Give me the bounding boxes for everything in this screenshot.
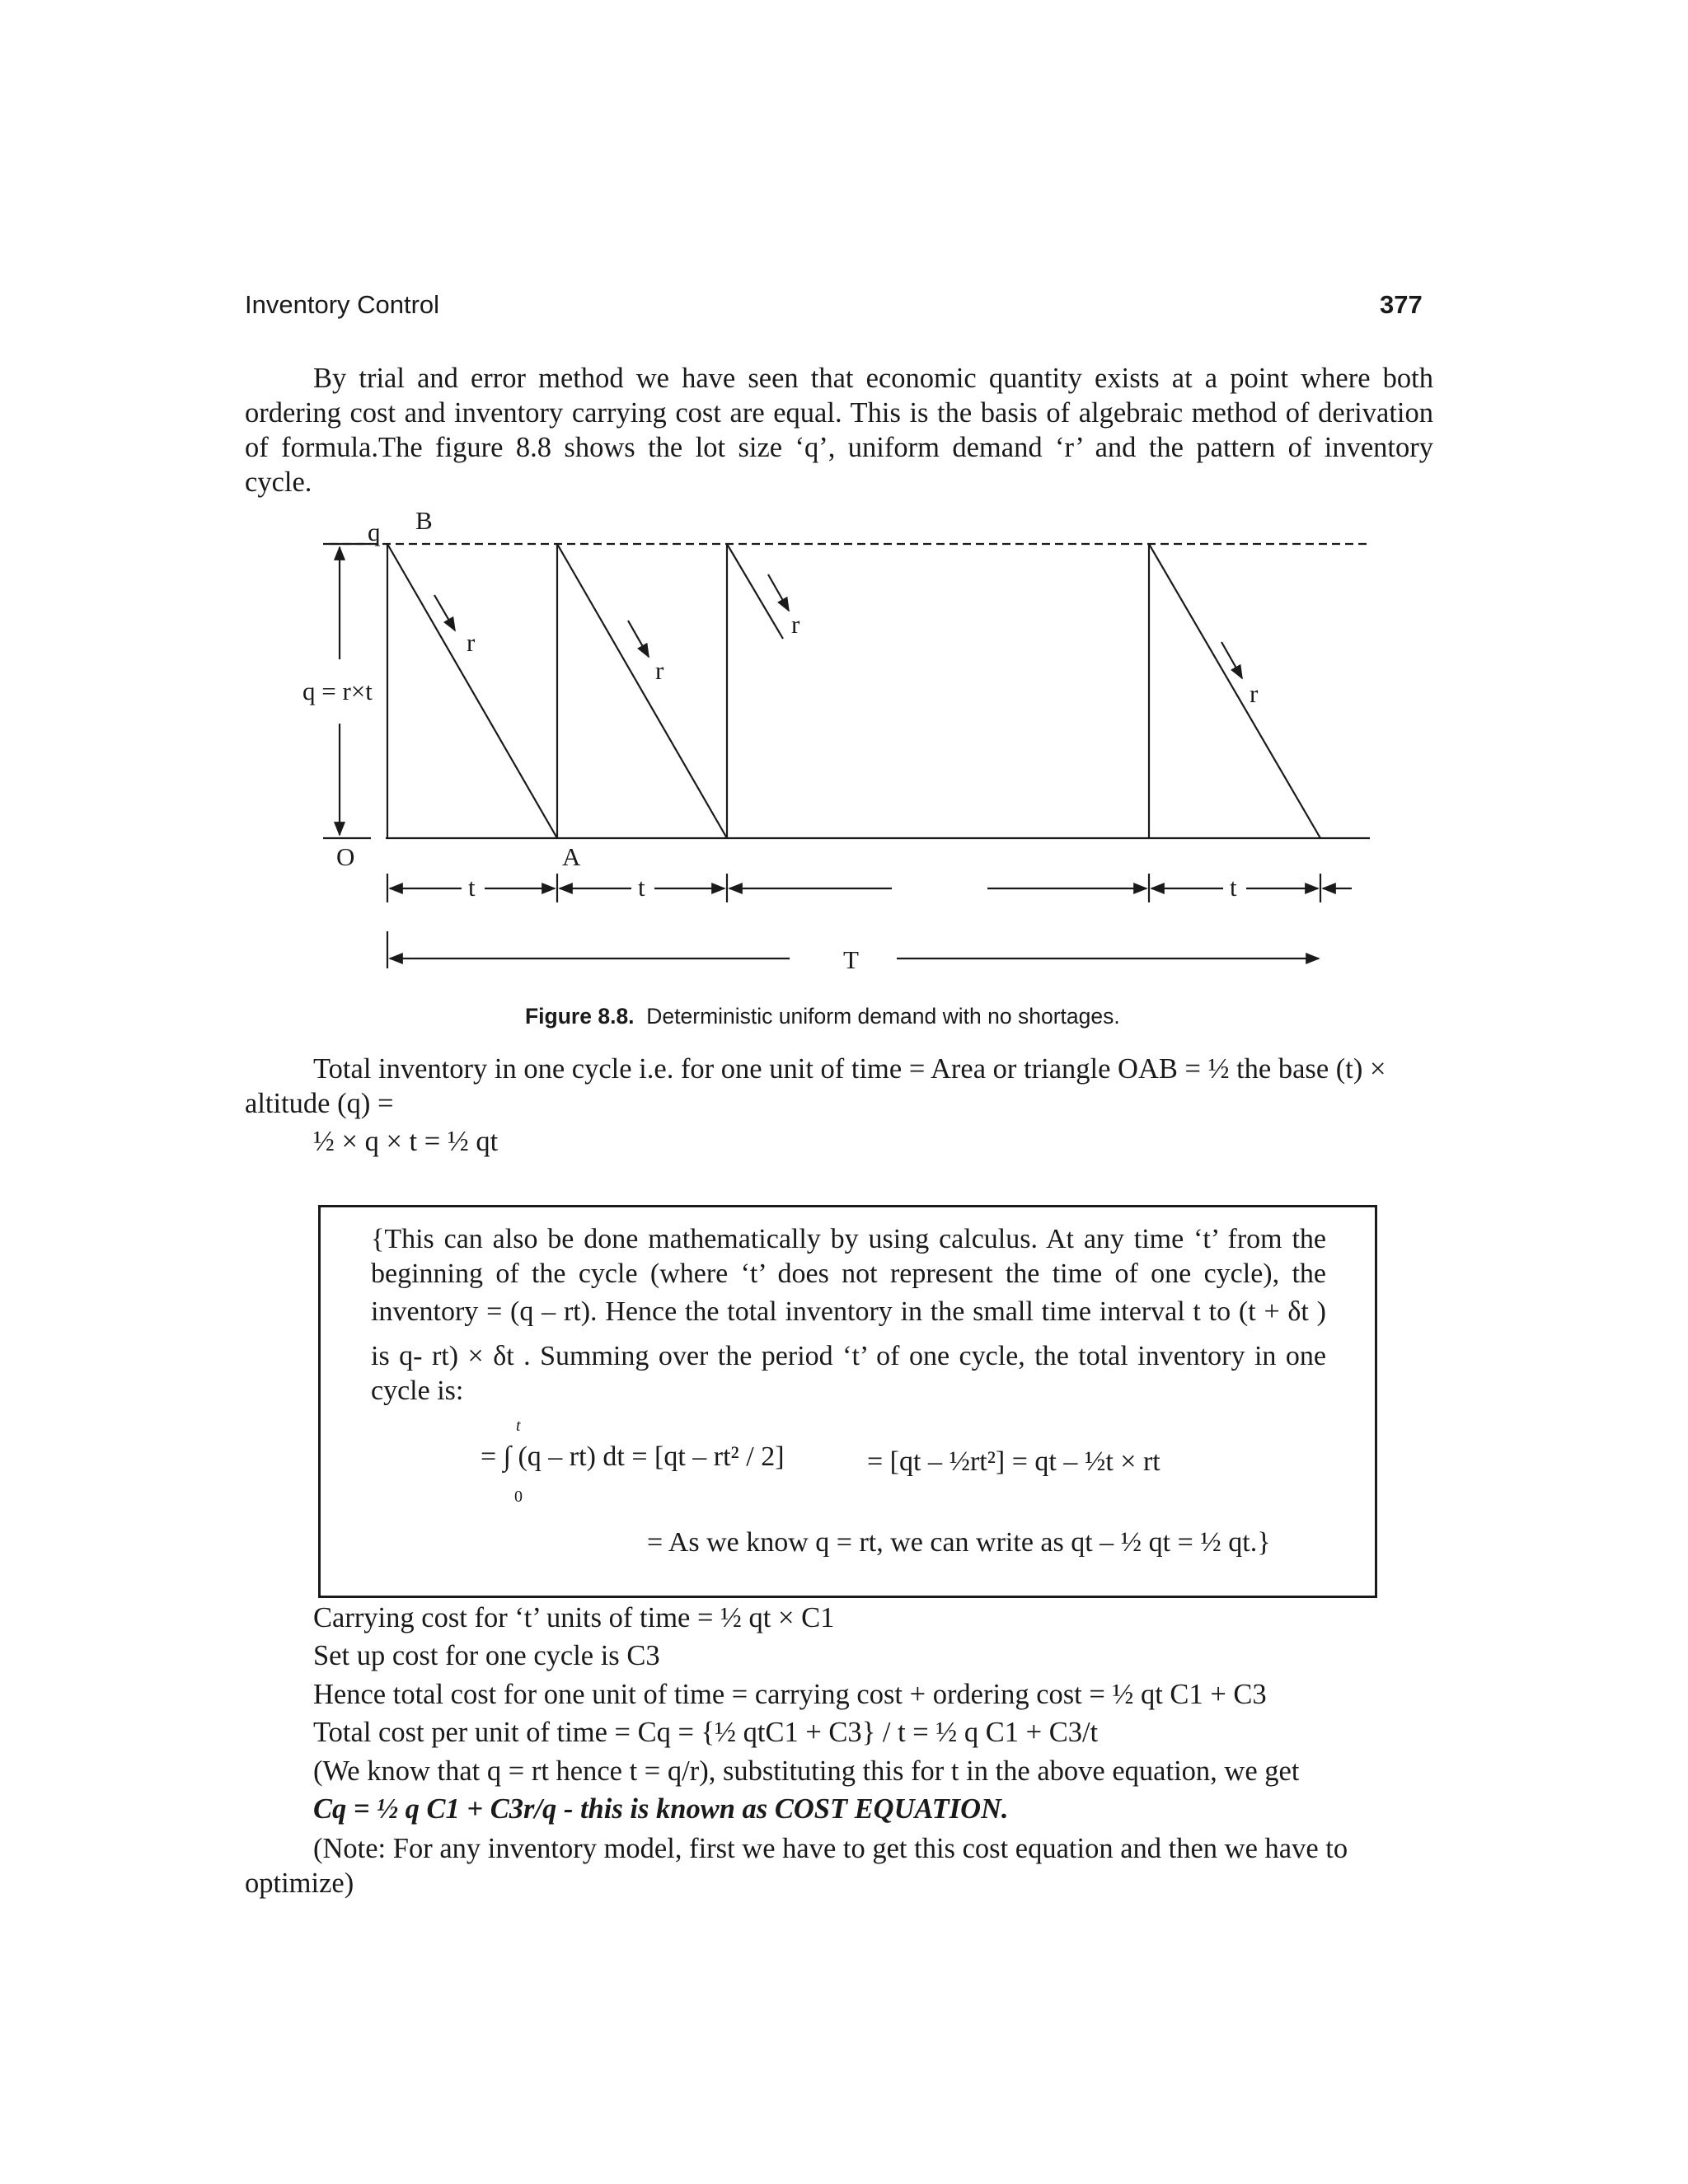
integral-lower-limit: 0 [514, 1488, 523, 1506]
cycle-3-depletion-partial [727, 544, 783, 639]
intro-line-3: of formula.The figure 8.8 shows the lot size ‘q’, uniform demand ‘r’ and the pattern of inventory [245, 432, 1433, 463]
intro-line-1: By trial and error method we have seen that economic quantity exists at a point where both [313, 363, 1433, 394]
label-r-2: r [655, 656, 664, 685]
inventory-cycle-figure [0, 0, 1688, 1005]
running-title: Inventory Control [245, 290, 440, 319]
label-q-equals-rt: q = r×t [302, 677, 373, 705]
box-line-5: cycle is: [371, 1376, 464, 1406]
rate-arrow-1 [434, 595, 455, 630]
caption-number: Figure 8.8. [525, 1004, 635, 1029]
equation-right: = [qt – ½rt²] = qt – ½t × rt [867, 1446, 1160, 1477]
cycle-2-depletion [557, 544, 727, 838]
box-line-1: {This can also be done mathematically by using calculus. At any time ‘t’ from the [371, 1224, 1326, 1254]
label-A: A [562, 842, 581, 871]
label-t-1: t [468, 873, 476, 902]
label-r-4: r [1250, 679, 1259, 708]
label-T: T [843, 945, 859, 974]
intro-line-4: cycle. [245, 466, 312, 498]
label-r-1: r [467, 628, 476, 657]
label-O: O [336, 842, 355, 871]
box-line-2: beginning of the cycle (where ‘t’ does not represent the time of one cycle), the [371, 1258, 1326, 1289]
note-line-1: (Note: For any inventory model, first we have to get this cost equation and then we have to [313, 1833, 1348, 1864]
page-number: 377 [1380, 290, 1423, 319]
equation-conclusion: = As we know q = rt, we can write as qt – ½ qt = ½ qt.} [647, 1527, 1271, 1558]
label-r-3: r [791, 610, 800, 639]
total-inventory-text [245, 1053, 1433, 1177]
intro-line-2: ordering cost and inventory carrying cost are equal. This is the basis of algebraic method of derivation [245, 397, 1433, 429]
box-line-3: inventory = (q – rt). Hence the total inventory in the small time interval t to (t + δt ) [371, 1296, 1326, 1327]
substitution-line: (We know that q = rt hence t = q/r), substituting this for t in the above equation, we get [313, 1755, 1300, 1787]
box-line-4: is q- rt) × δt . Summing over the period ‘t’ of one cycle, the total inventory in one [371, 1341, 1326, 1371]
note-line-2: optimize) [245, 1868, 354, 1899]
total-line-2: altitude (q) = [245, 1088, 394, 1119]
label-t-2: t [638, 873, 645, 902]
equation-left: = ∫ (q – rt) dt = [qt – rt² / 2] [481, 1441, 785, 1472]
cycle-1-depletion [387, 544, 557, 838]
figure-caption [525, 1004, 1120, 1029]
cost-derivation [245, 1602, 1433, 1915]
total-line-3: ½ × q × t = ½ qt [313, 1126, 499, 1157]
total-cost-unit-line: Hence total cost for one unit of time = carrying cost + ordering cost = ½ qt C1 + C3 [313, 1679, 1267, 1710]
label-q: q [368, 518, 381, 546]
box-text [371, 1222, 1326, 1408]
label-B: B [415, 506, 433, 535]
caption-text: Deterministic uniform demand with no shortages. [646, 1004, 1120, 1029]
rate-arrow-2 [628, 621, 649, 657]
calculus-box [318, 1205, 1377, 1598]
setup-cost-line: Set up cost for one cycle is C3 [313, 1640, 660, 1671]
cycle-n-depletion [1149, 544, 1320, 838]
total-line-1: Total inventory in one cycle i.e. for one unit of time = Area or triangle OAB = ½ the base (t) × [313, 1053, 1386, 1085]
label-t-3: t [1230, 873, 1237, 902]
carrying-cost-line: Carrying cost for ‘t’ units of time = ½ qt × C1 [313, 1602, 835, 1633]
cost-equation-line: Cq = ½ q C1 + C3r/q - this is known as COST EQUATION. [313, 1793, 1009, 1825]
rate-arrow-3 [768, 574, 789, 611]
total-cost-cq-line: Total cost per unit of time = Cq = {½ qtC1 + C3} / t = ½ q C1 + C3/t [313, 1717, 1099, 1748]
integral-upper-limit: t [516, 1417, 521, 1435]
